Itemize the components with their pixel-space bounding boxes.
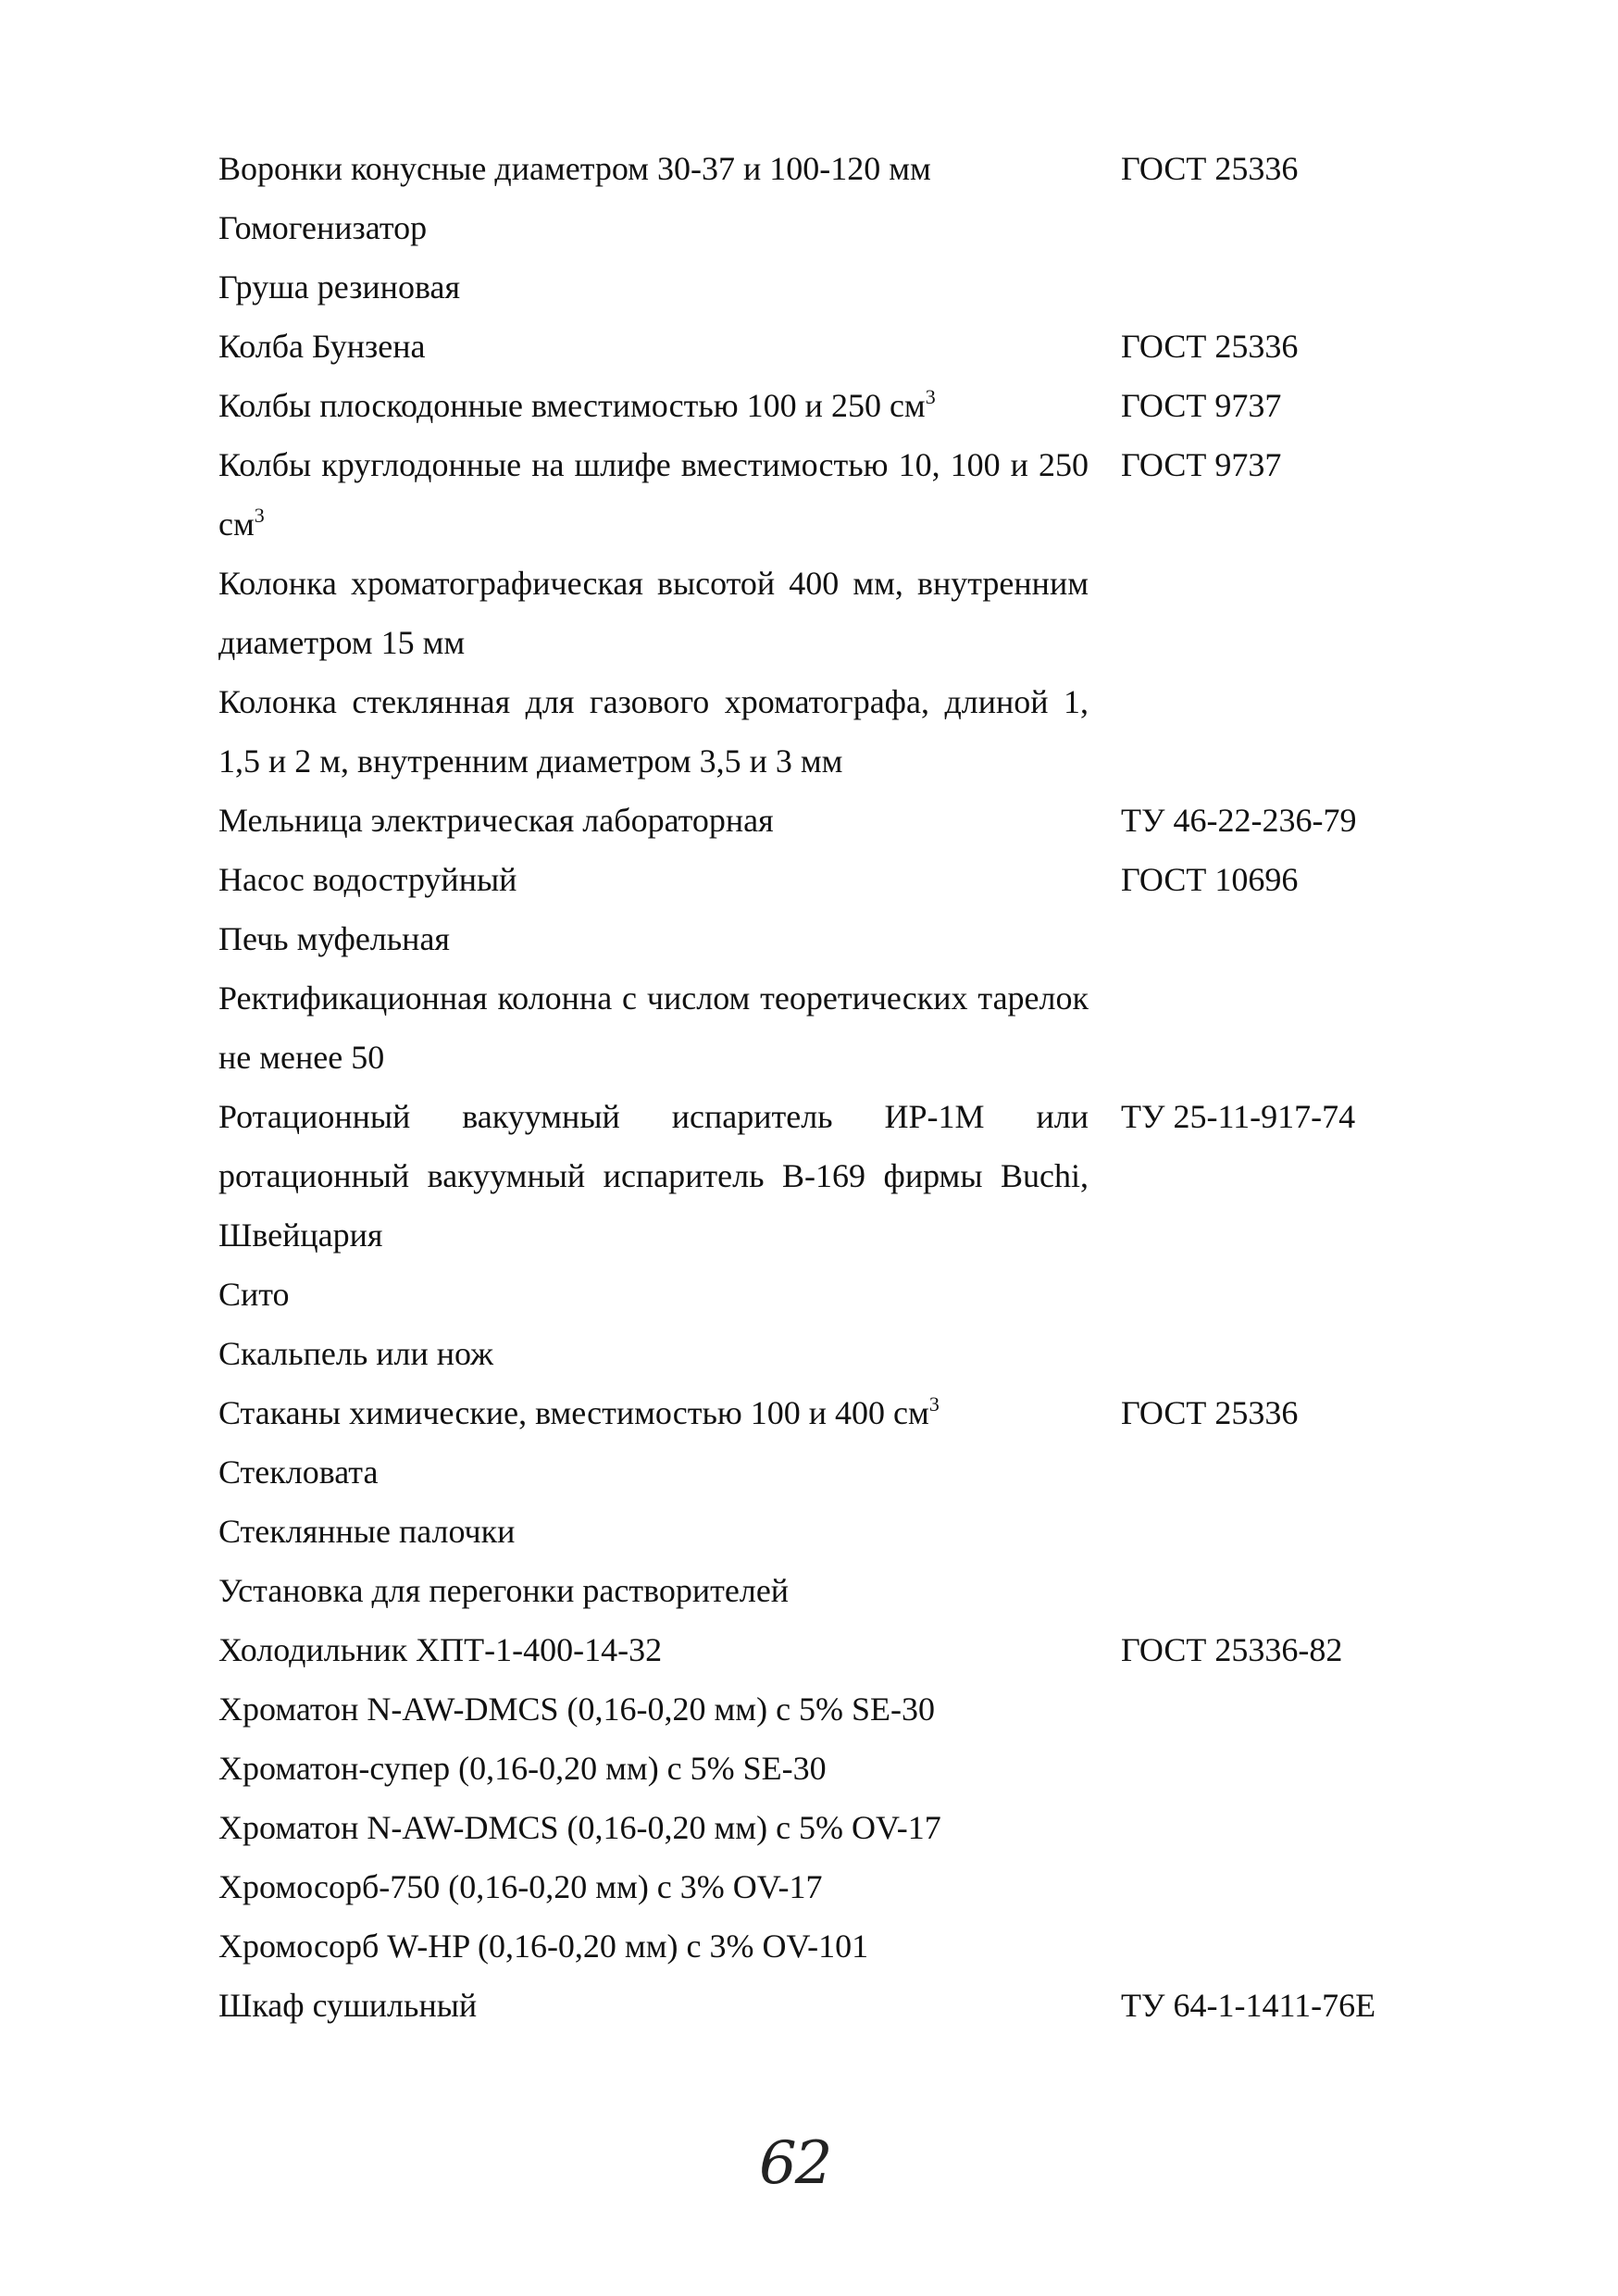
item-standard: ГОСТ 25336	[1121, 1394, 1299, 1431]
list-item	[218, 850, 1422, 909]
item-name: Хромосорб W-HP (0,16-0,20 мм) с 3% OV-101	[218, 1928, 869, 1965]
item-name: Колба Бунзена	[218, 328, 426, 365]
item-name: Шкаф сушильный	[218, 1987, 478, 2024]
item-name: Стаканы химические, вместимостью 100 и 400 см	[218, 1394, 929, 1431]
list-item	[218, 376, 1422, 435]
list-item	[218, 1976, 1422, 2035]
item-name: Хроматон-супер (0,16-0,20 мм) с 5% SE-30	[218, 1750, 827, 1787]
list-item	[218, 968, 1422, 1087]
item-name: Ректификационная колонна с числом теоретических тарелок не менее 50	[218, 980, 1089, 1076]
superscript: 3	[254, 504, 265, 527]
item-name: Ротационный вакуумный испаритель ИР-1М или ротационный вакуумный испаритель В-169 фирмы Buchi, Швейцария	[218, 1098, 1089, 1254]
item-standard: ТУ 46-22-236-79	[1121, 802, 1357, 839]
item-name: Насос водоструйный	[218, 861, 517, 898]
list-item	[218, 1798, 1422, 1857]
item-name: Колонка стеклянная для газового хроматографа, длиной 1, 1,5 и 2 м, внутренним диаметром 3,5 и 3 мм	[218, 683, 1089, 780]
item-standard: ГОСТ 10696	[1121, 861, 1299, 898]
item-standard: ТУ 64-1-1411-76Е	[1121, 1987, 1376, 2024]
superscript: 3	[925, 385, 936, 408]
item-name: Хроматон N-AW-DMCS (0,16-0,20 мм) с 5% OV-17	[218, 1809, 941, 1846]
item-standard: ТУ 25-11-917-74	[1121, 1098, 1356, 1135]
page-number: 62	[759, 2129, 831, 2198]
list-item	[218, 1265, 1422, 1324]
list-item	[218, 257, 1422, 317]
list-item	[218, 1383, 1422, 1442]
item-name: Колбы круглодонные на шлифе вместимостью 10, 100 и 250 см	[218, 446, 1089, 543]
list-item	[218, 1620, 1422, 1679]
list-item	[218, 554, 1422, 672]
item-name: Скальпель или нож	[218, 1335, 493, 1372]
list-item	[218, 909, 1422, 968]
item-name: Холодильник ХПТ-1-400-14-32	[218, 1631, 663, 1668]
list-item	[218, 791, 1422, 850]
item-name: Стеклянные палочки	[218, 1513, 516, 1550]
list-item	[218, 1739, 1422, 1798]
item-name: Хромосорб-750 (0,16-0,20 мм) с 3% OV-17	[218, 1868, 823, 1905]
item-name: Печь муфельная	[218, 920, 450, 957]
item-standard: ГОСТ 25336-82	[1121, 1631, 1343, 1668]
item-name-wrap	[218, 1383, 1089, 1442]
list-item	[218, 1561, 1422, 1620]
list-item	[218, 435, 1422, 554]
item-name: Установка для перегонки растворителей	[218, 1572, 790, 1609]
item-name: Воронки конусные диаметром 30-37 и 100-120 мм	[218, 150, 931, 187]
list-item	[218, 1442, 1422, 1502]
item-name: Сито	[218, 1276, 290, 1313]
item-name: Стекловата	[218, 1454, 379, 1491]
item-standard: ГОСТ 25336	[1121, 328, 1299, 365]
item-standard: ГОСТ 9737	[1121, 387, 1282, 424]
equipment-list	[218, 139, 1422, 2035]
list-item	[218, 317, 1422, 376]
item-standard: ГОСТ 9737	[1121, 446, 1282, 483]
list-item	[218, 1916, 1422, 1976]
item-name-wrap	[218, 435, 1089, 554]
list-item	[218, 198, 1422, 257]
item-name-wrap	[218, 376, 1089, 435]
superscript: 3	[928, 1392, 940, 1416]
list-item	[218, 1087, 1422, 1265]
item-name: Колбы плоскодонные вместимостью 100 и 250 см	[218, 387, 926, 424]
item-name: Хроматон N-AW-DMCS (0,16-0,20 мм) с 5% SE-30	[218, 1691, 936, 1728]
list-item	[218, 672, 1422, 791]
item-name: Мельница электрическая лабораторная	[218, 802, 774, 839]
item-name: Груша резиновая	[218, 268, 460, 306]
list-item	[218, 139, 1422, 198]
list-item	[218, 1502, 1422, 1561]
list-item	[218, 1324, 1422, 1383]
list-item	[218, 1679, 1422, 1739]
item-standard: ГОСТ 25336	[1121, 150, 1299, 187]
item-name: Колонка хроматографическая высотой 400 мм, внутренним диаметром 15 мм	[218, 565, 1089, 661]
item-name: Гомогенизатор	[218, 209, 428, 246]
list-item	[218, 1857, 1422, 1916]
